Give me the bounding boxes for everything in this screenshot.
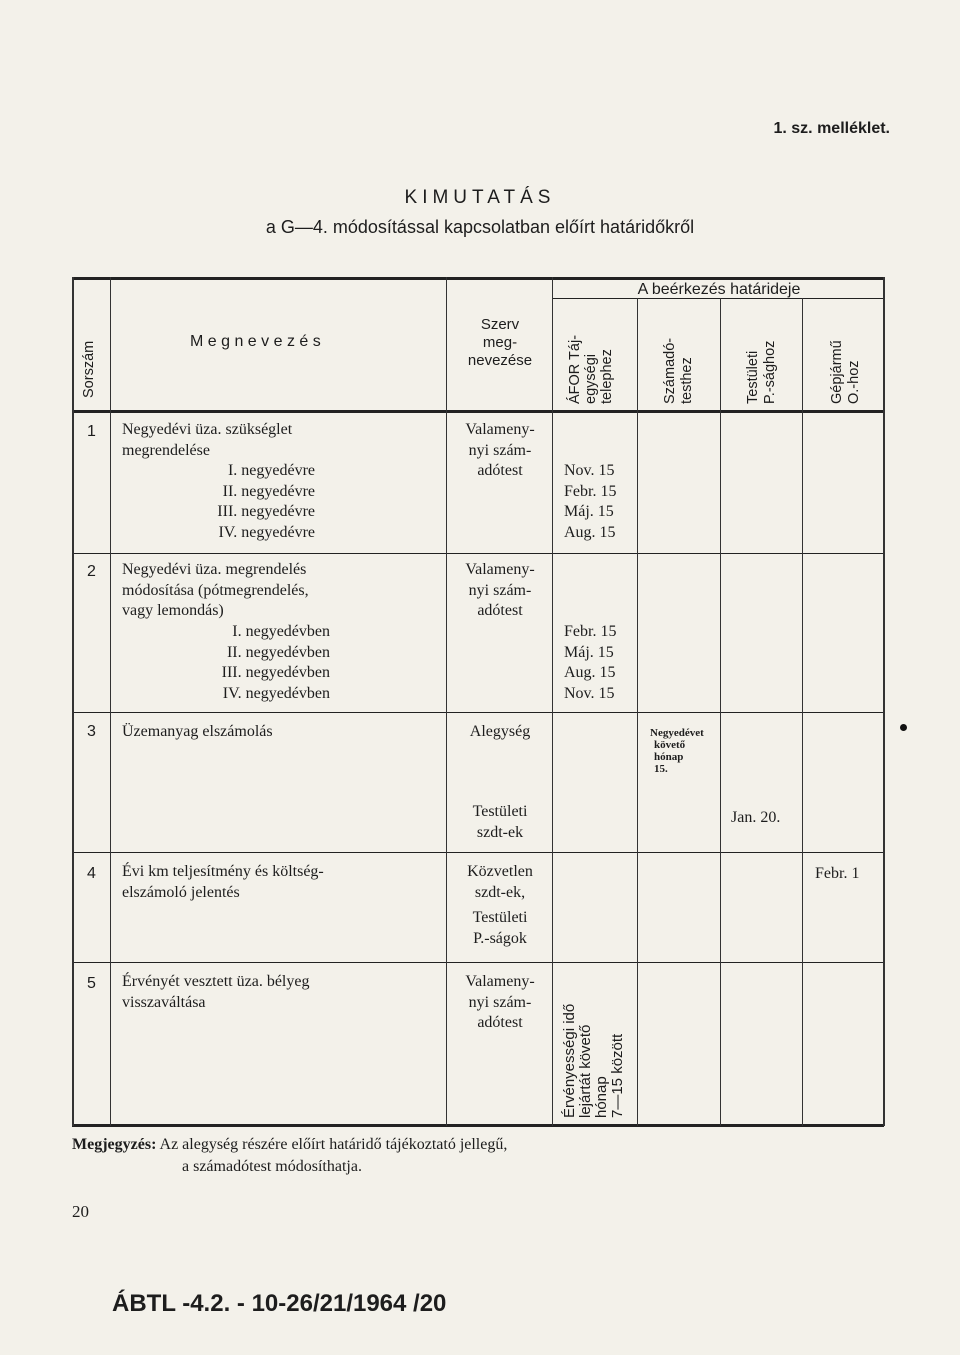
row-gepjarmu-deadline: Febr. 1 <box>815 865 860 882</box>
footnote-text-2: a számadótest módosíthatja. <box>182 1158 362 1175</box>
col-divider-sorszam <box>110 277 111 1126</box>
footnote-text-1: Az alegység részére előírt határidő tájékoztató jellegű, <box>159 1136 508 1153</box>
row-divider-4 <box>72 962 884 963</box>
row-number: 2 <box>87 563 96 580</box>
table-bottom-border <box>72 1124 884 1127</box>
header-szerv: Szerv meg- nevezése <box>467 316 533 369</box>
row-number: 3 <box>87 723 96 740</box>
document-title: KIMUTATÁS <box>404 187 556 208</box>
table-left-border <box>72 277 74 1126</box>
row-szerv: Valameny- nyi szám- adótest <box>465 973 535 1031</box>
page-number: 20 <box>72 1202 89 1221</box>
row-divider-2 <box>72 712 884 713</box>
header-sorszam: Sorszám <box>81 340 97 398</box>
row-szamado-deadline: Negyedévet követő hónap 15. <box>650 727 704 775</box>
col-divider-afor <box>637 298 638 1126</box>
row-afor-dates: Febr. 15 Máj. 15 Aug. 15 Nov. 15 <box>564 623 617 702</box>
row-title: Üzemanyag elszámolás <box>122 723 273 740</box>
footnote-label: Megjegyzés: <box>72 1136 157 1153</box>
row-afor-dates: Nov. 15 Febr. 15 Máj. 15 Aug. 15 <box>564 462 617 541</box>
col-divider-szerv <box>552 277 553 1126</box>
row-szerv: Valameny- nyi szám- adótest <box>465 421 535 479</box>
row-title: Negyedévi üza. megrendelés módosítása (pótmegrendelés, vagy lemondás) <box>122 561 309 619</box>
row-number: 4 <box>87 865 96 882</box>
row-title: Negyedévi üza. szükséglet megrendelése <box>122 421 293 459</box>
document-page: 1. sz. melléklet. KIMUTATÁS a G—4. módosítással kapcsolatban előírt határidőkről Sorszám M e g n e v e z é s Szerv meg- nevezése A beérkezés határideje ÁFOR Táj- egységi telephez Számadó- testhez Testületi P.-sághoz Gépjármű O.-hoz 1 Negyedévi üza. szükséglet megrendelése I. negyedévre II. negyedévre III. negyedévre IV. negyedévre Valameny- nyi szám- adótest Nov. 15 Febr. 15 Máj. 15 Aug. 15 2 Negyedévi üza. megrendelés módosítása (pótmegrendelés, vagy lemondás) I. negyedévben II. negyedévben III. negyedévben IV. negyedévben Valameny- nyi szám- adótest Febr. 15 Máj. 15 Aug. 15 Nov. 15 3 Üzemanyag elszámolás Alegység Negyedévet követő hónap 15. Testületi szdt-ek Jan. 20. 4 Évi km teljesítmény és költség- elszámoló jelentés Közvetlen szdt-ek, Testületi P.-ságok Febr. 1 5 Érvényét vesztett üza. bélyeg visszaváltása Valameny- nyi szám- adótest Érvényességi idő lejártát követő hónap 7—15 között Megjegyzés: Az alegység részére előírt határidő tájékoztató jellegű, a számadótest módosíthatja. 20 ÁBTL -4.2. - 10-26/21/1964 /20 <box>0 0 960 1355</box>
ink-dot <box>900 724 907 731</box>
col-divider-testuleti <box>802 298 803 1126</box>
table-right-border <box>883 277 885 1126</box>
row-testuleti-deadline: Jan. 20. <box>731 809 781 826</box>
row-sublist: I. negyedévre II. negyedévre III. negyedévre IV. negyedévre <box>217 462 315 541</box>
row-number: 1 <box>87 423 96 440</box>
row-title: Érvényét vesztett üza. bélyeg visszaváltása <box>122 973 310 1011</box>
document-subtitle: a G—4. módosítással kapcsolatban előírt határidőkről <box>265 217 695 237</box>
row-number: 5 <box>87 975 96 992</box>
row-divider-1 <box>72 553 884 554</box>
row-sublist: I. negyedévben II. negyedévben III. negyedévben IV. negyedévben <box>221 623 330 702</box>
row-szerv: Alegység <box>469 723 531 740</box>
row-szerv: Közvetlen szdt-ek, <box>467 863 533 901</box>
archive-reference: ÁBTL -4.2. - 10-26/21/1964 /20 <box>112 1290 447 1317</box>
row-title: Évi km teljesítmény és költség- elszámoló jelentés <box>122 863 324 901</box>
header-bottom-border <box>72 410 884 413</box>
footnote <box>72 1134 507 1178</box>
row-szerv-secondary: Testületi szdt-ek <box>472 803 528 841</box>
header-deadline-group: A beérkezés határideje <box>637 281 801 298</box>
col-divider-szamado <box>720 298 721 1126</box>
row-divider-3 <box>72 852 884 853</box>
col-divider-megnevezes <box>446 277 447 1126</box>
header-megnevezes: M e g n e v e z é s <box>190 333 321 350</box>
attachment-label: 1. sz. melléklet. <box>773 120 890 137</box>
row-szerv-secondary: Testületi P.-ságok <box>472 909 528 947</box>
row-szerv: Valameny- nyi szám- adótest <box>465 561 535 619</box>
